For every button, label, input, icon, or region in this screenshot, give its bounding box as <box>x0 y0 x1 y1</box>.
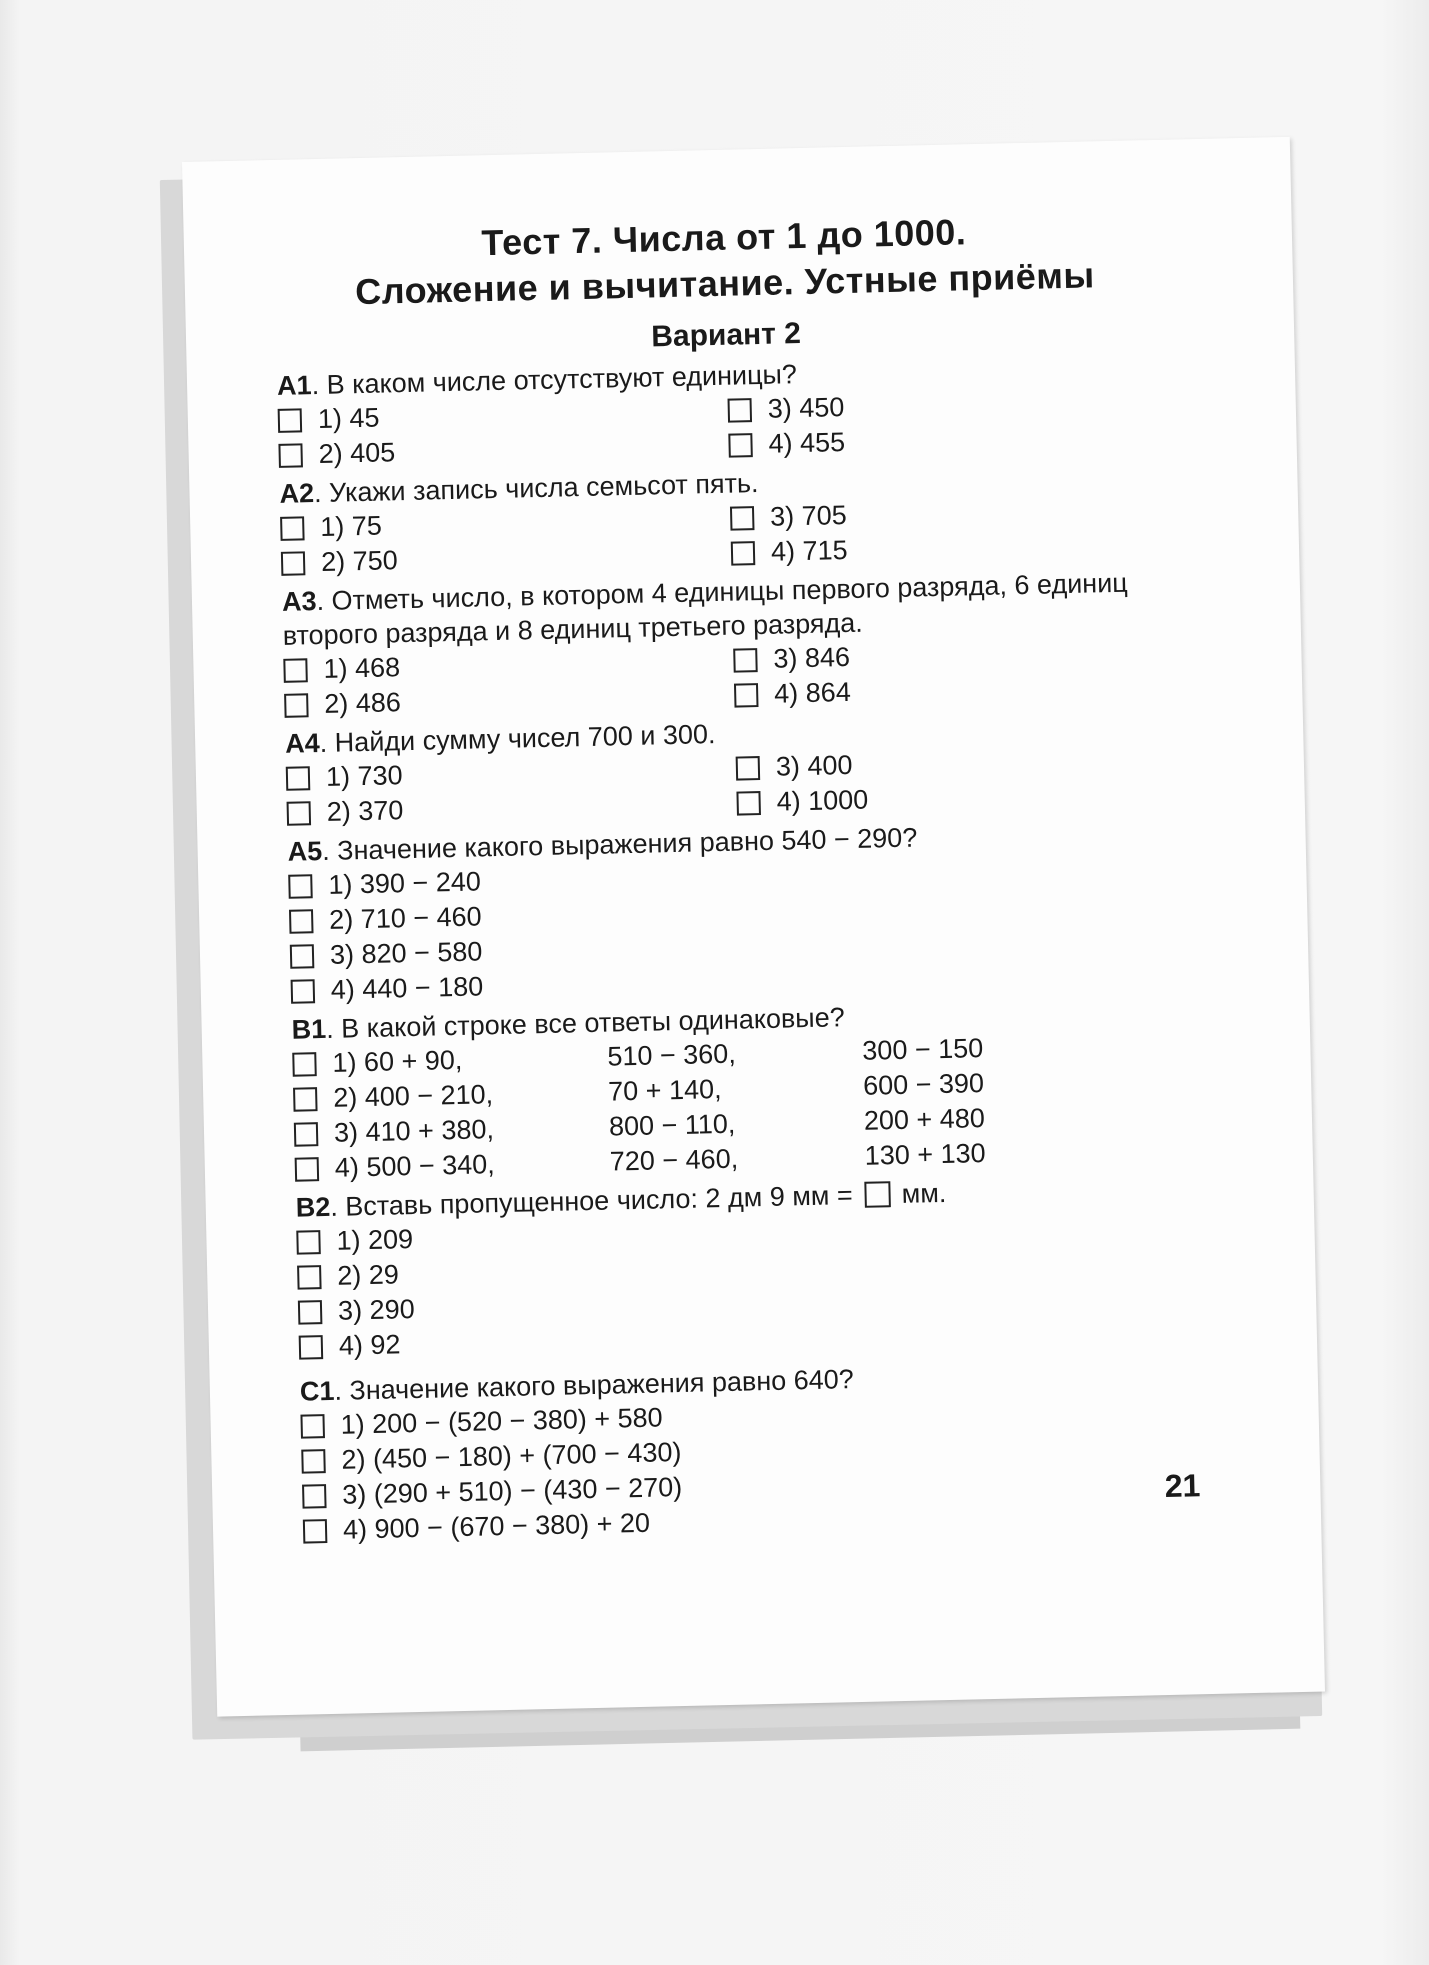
checkbox[interactable] <box>289 909 314 934</box>
checkbox[interactable] <box>728 433 753 458</box>
option-label: 3) 846 <box>773 641 851 674</box>
option-label: 2) (450 − 180) + (700 − 430) <box>341 1437 682 1475</box>
expression: 510 − 360, <box>607 1038 737 1072</box>
answer-box[interactable] <box>864 1181 891 1208</box>
checkbox[interactable] <box>297 1265 322 1290</box>
option-label: 2) 370 <box>326 795 404 827</box>
option-label: 3) 290 <box>337 1294 415 1326</box>
checkbox[interactable] <box>734 683 759 708</box>
page-number: 21 <box>1164 1467 1201 1505</box>
option-label: 3) (290 + 510) − (430 − 270) <box>341 1471 683 1510</box>
option-label: 4) 900 − (670 − 380) + 20 <box>342 1507 651 1545</box>
checkbox[interactable] <box>280 516 305 541</box>
question-text: . Отметь число, в котором 4 единицы первого разряда, 6 единиц второго разряда и 8 единиц третьего разряда. <box>282 567 1129 651</box>
checkbox[interactable] <box>731 541 756 566</box>
option-label: 4) 864 <box>773 676 852 709</box>
option-label: 3) 705 <box>769 500 848 532</box>
checkbox[interactable] <box>290 944 315 969</box>
checkbox[interactable] <box>736 791 761 816</box>
checkbox[interactable] <box>301 1449 326 1474</box>
option-label: 4) 1000 <box>776 784 869 817</box>
option-label: 3) 400 <box>775 749 853 782</box>
options-c1 <box>300 1388 1203 1548</box>
title-line-1: Тест 7. Числа от 1 до 1000. <box>480 211 967 264</box>
checkbox[interactable] <box>292 1052 317 1077</box>
question-text: . Значение какого выражения равно 640? <box>334 1364 855 1406</box>
question-text: . Значение какого выражения равно 540 − 290? <box>321 822 918 866</box>
option-label: 2) 400 − 210, <box>332 1079 494 1113</box>
question-label: А5 <box>287 836 323 867</box>
option-label: 2) 750 <box>320 545 398 577</box>
option-label: 1) 730 <box>325 760 403 792</box>
option-label: 1) 60 + 90, <box>332 1044 463 1078</box>
option-label: 4) 440 − 180 <box>330 971 484 1005</box>
question-label: А2 <box>279 478 315 509</box>
option-label: 1) 75 <box>319 510 383 542</box>
expression: 600 − 390 <box>862 1068 985 1101</box>
question-label: А1 <box>276 370 312 401</box>
question-label: А4 <box>284 728 321 759</box>
question-text-after: мм. <box>901 1177 947 1209</box>
option-label: 3) 410 + 380, <box>333 1114 495 1148</box>
variant-heading: Вариант 2 <box>650 317 802 354</box>
question-text: . Укажи запись числа семьсот пять. <box>313 468 759 509</box>
page-content <box>273 205 1203 1549</box>
option-label: 2) 29 <box>336 1259 400 1291</box>
workbook-page <box>182 137 1325 1717</box>
option[interactable] <box>294 1145 610 1187</box>
expression: 130 + 130 <box>864 1138 986 1171</box>
checkbox[interactable] <box>295 1157 320 1182</box>
option-label: 2) 710 − 460 <box>328 901 482 935</box>
question-label: А3 <box>281 586 317 617</box>
checkbox[interactable] <box>283 658 308 683</box>
option-label: 1) 468 <box>323 652 401 684</box>
checkbox[interactable] <box>288 874 313 899</box>
checkbox[interactable] <box>727 398 752 423</box>
checkbox[interactable] <box>286 766 311 791</box>
question-text: . В каком числе отсутствуют единицы? <box>311 359 798 401</box>
checkbox[interactable] <box>293 1087 318 1112</box>
checkbox[interactable] <box>294 1122 319 1147</box>
checkbox[interactable] <box>287 801 312 826</box>
checkbox[interactable] <box>278 443 303 468</box>
option-label: 4) 715 <box>770 535 848 567</box>
option-label: 3) 820 − 580 <box>329 936 483 970</box>
option-label: 1) 45 <box>317 402 380 434</box>
option-label: 1) 200 − (520 − 380) + 580 <box>340 1402 663 1440</box>
checkbox[interactable] <box>299 1335 324 1360</box>
checkbox[interactable] <box>281 551 306 576</box>
checkbox[interactable] <box>730 506 755 531</box>
options-b2 <box>296 1204 1199 1364</box>
expression: 70 + 140, <box>607 1074 722 1107</box>
checkbox[interactable] <box>284 693 309 718</box>
question-text: . Вставь пропущенное число: 2 дм 9 мм = <box>329 1180 854 1222</box>
options-b1 <box>292 1026 1195 1186</box>
checkbox[interactable] <box>736 756 761 781</box>
checkbox[interactable] <box>298 1300 323 1325</box>
title-line-2: Сложение и вычитание. Устные приёмы <box>354 254 1096 313</box>
question-text: . В какой строке все ответы одинаковые? <box>325 1002 846 1044</box>
checkbox[interactable] <box>302 1484 327 1509</box>
options-a5 <box>288 848 1191 1008</box>
checkbox[interactable] <box>300 1414 325 1439</box>
checkbox[interactable] <box>278 408 303 433</box>
expression: 300 − 150 <box>861 1033 984 1066</box>
question-label: В1 <box>291 1013 327 1045</box>
question-text: . Найди сумму чисел 700 и 300. <box>319 719 716 759</box>
checkbox[interactable] <box>303 1519 328 1544</box>
checkbox[interactable] <box>733 648 758 673</box>
expression: 200 + 480 <box>863 1103 986 1136</box>
checkbox[interactable] <box>296 1230 321 1255</box>
checkbox[interactable] <box>291 979 316 1004</box>
option-label: 2) 405 <box>318 437 396 469</box>
question-label: С1 <box>299 1375 335 1407</box>
question-label: В2 <box>295 1191 331 1223</box>
option-label: 1) 209 <box>336 1224 414 1256</box>
option-label: 4) 455 <box>768 427 846 459</box>
option-label: 3) 450 <box>767 392 845 424</box>
option-label: 4) 92 <box>338 1329 401 1361</box>
option-label: 4) 500 − 340, <box>334 1149 496 1183</box>
option-label: 1) 390 − 240 <box>328 866 482 900</box>
expression: 720 − 460, <box>609 1143 739 1177</box>
expression: 800 − 110, <box>608 1108 736 1142</box>
option-label: 2) 486 <box>323 687 402 719</box>
